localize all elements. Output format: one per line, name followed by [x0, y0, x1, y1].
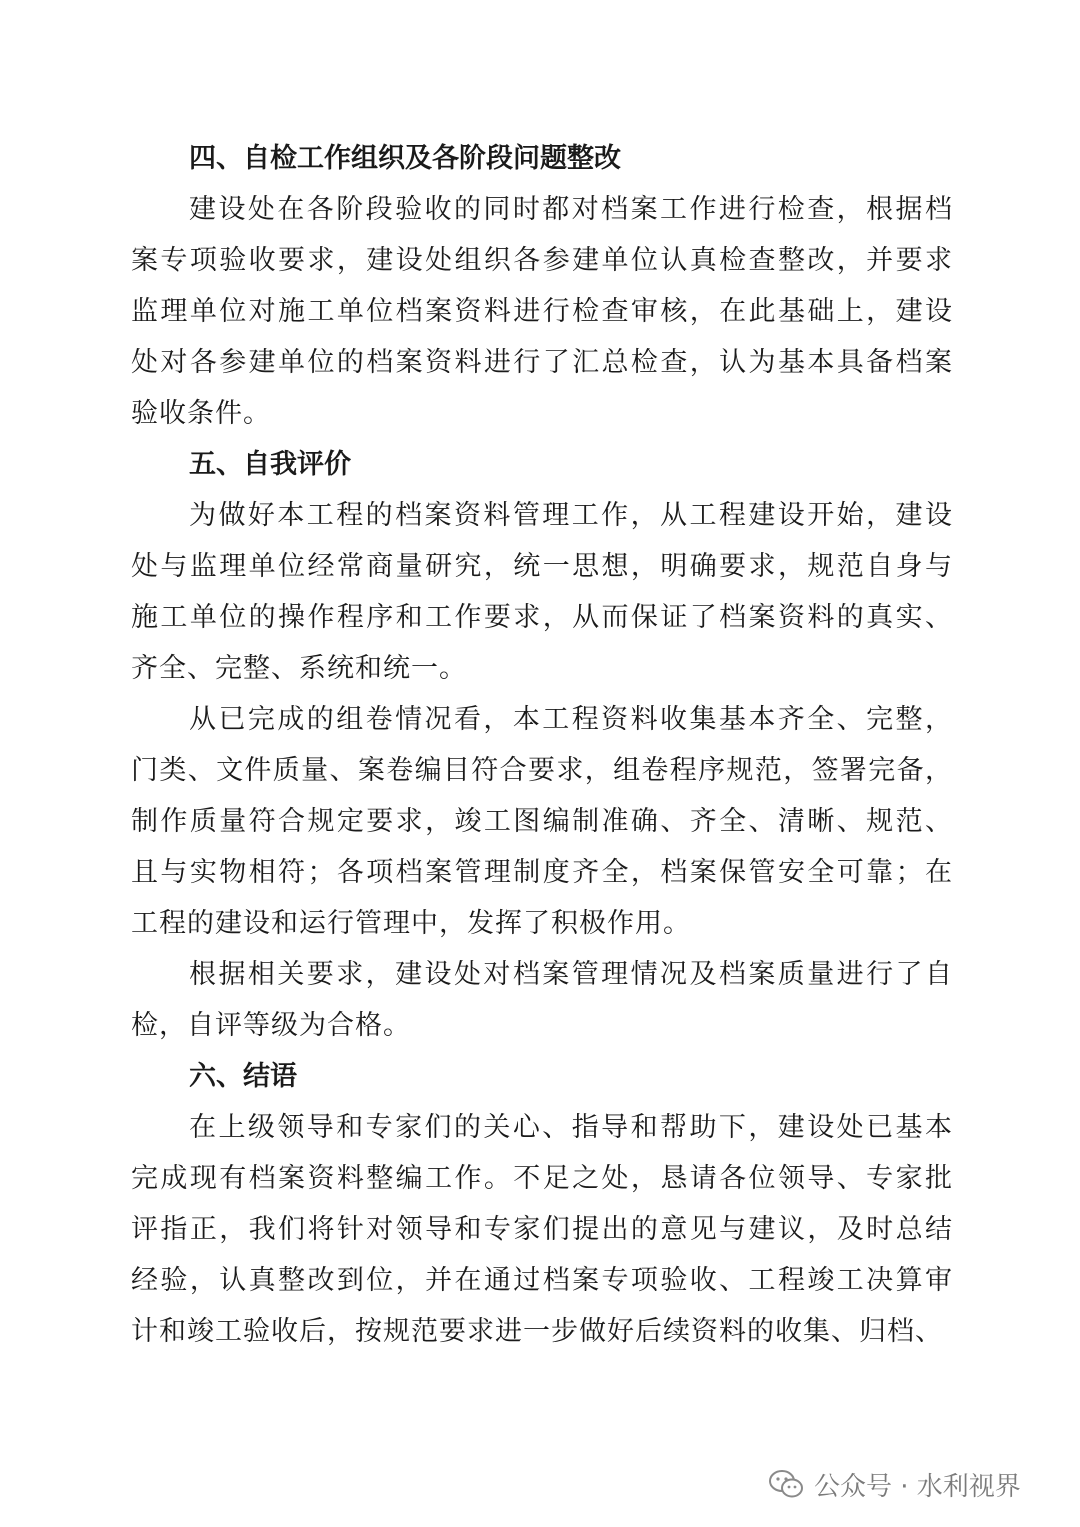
paragraph — [131, 694, 953, 949]
text-line: 计和竣工验收后，按规范要求进一步做好后续资料的收集、归档、 — [131, 1316, 943, 1347]
text-line: 工程的建设和运行管理中，发挥了积极作用。 — [131, 908, 691, 939]
text-line: 门类、文件质量、案卷编目符合要求，组卷程序规范，签署完备， — [131, 755, 953, 786]
paragraph — [131, 490, 953, 694]
text-line: 处对各参建单位的档案资料进行了汇总检查，认为基本具备档案 — [131, 347, 953, 378]
paragraph — [131, 949, 953, 1051]
text-line: 完成现有档案资料整编工作。不足之处，恳请各位领导、专家批 — [131, 1163, 953, 1194]
text-line: 施工单位的操作程序和工作要求，从而保证了档案资料的真实、 — [131, 602, 953, 633]
text-line: 制作质量符合规定要求，竣工图编制准确、齐全、清晰、规范、 — [131, 806, 953, 837]
paragraph — [131, 1102, 953, 1357]
text-line: 为做好本工程的档案资料管理工作，从工程建设开始，建设 — [189, 500, 953, 531]
section-heading: 五、自我评价 — [189, 449, 351, 480]
text-line: 齐全、完整、系统和统一。 — [131, 653, 467, 684]
wechat-icon — [768, 1469, 804, 1499]
text-line: 处与监理单位经常商量研究，统一思想，明确要求，规范自身与 — [131, 551, 953, 582]
section-heading: 四、自检工作组织及各阶段问题整改 — [189, 143, 621, 174]
text-line: 检，自评等级为合格。 — [131, 1010, 411, 1041]
text-line: 建设处在各阶段验收的同时都对档案工作进行检查，根据档 — [189, 194, 953, 225]
document-page — [131, 133, 953, 1357]
text-line: 根据相关要求，建设处对档案管理情况及档案质量进行了自 — [189, 959, 953, 990]
text-line: 监理单位对施工单位档案资料进行检查审核，在此基础上，建设 — [131, 296, 953, 327]
text-line: 案专项验收要求，建设处组织各参建单位认真检查整改，并要求 — [131, 245, 953, 276]
watermark — [768, 1464, 1021, 1504]
text-line: 评指正，我们将针对领导和专家们提出的意见与建议，及时总结 — [131, 1214, 953, 1245]
text-line: 且与实物相符；各项档案管理制度齐全，档案保管安全可靠；在 — [131, 857, 953, 888]
text-line: 从已完成的组卷情况看，本工程资料收集基本齐全、完整， — [189, 704, 953, 735]
watermark-text: 公众号 · 水利视界 — [814, 1471, 1021, 1502]
text-line: 验收条件。 — [131, 398, 271, 429]
text-line: 经验，认真整改到位，并在通过档案专项验收、工程竣工决算审 — [131, 1265, 953, 1296]
section-heading: 六、结语 — [189, 1061, 297, 1092]
paragraph — [131, 184, 953, 439]
text-line: 在上级领导和专家们的关心、指导和帮助下，建设处已基本 — [189, 1112, 953, 1143]
